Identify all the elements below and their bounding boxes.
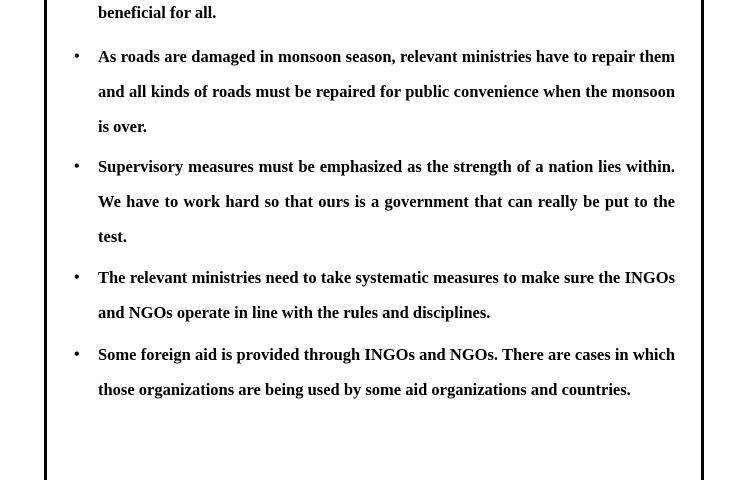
bullet-text: Some foreign aid is provided through INGOs and NGOs. There are cases in which those organizations are being used by some aid organizations and countries. — [98, 345, 675, 399]
bullet-icon: • — [74, 346, 80, 363]
bullet-icon: • — [74, 48, 80, 65]
bullet-text: Supervisory measures must be emphasized as the strength of a nation lies within. We have to work hard so that ours is a government that can really be put to the test. — [98, 157, 675, 246]
bullet-text: The relevant ministries need to take systematic measures to make sure the INGOs and NGOs operate in line with the rules and disciplines. — [98, 268, 675, 322]
bullet-text: As roads are damaged in monsoon season, relevant ministries have to repair them and all kinds of roads must be repaired for public convenience when the monsoon is over. — [98, 47, 675, 136]
bullet-icon: • — [74, 158, 80, 175]
bullet-icon: • — [74, 269, 80, 286]
continuation-line: beneficial for all. — [98, 3, 217, 22]
